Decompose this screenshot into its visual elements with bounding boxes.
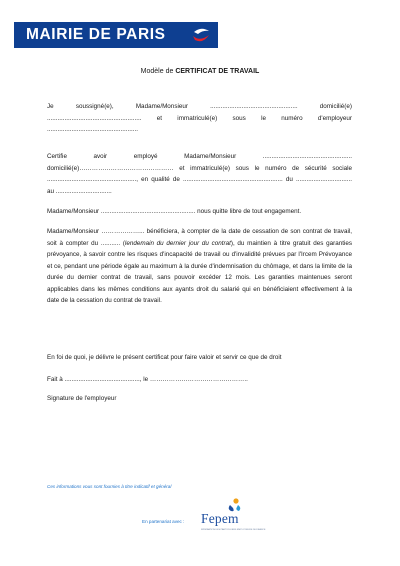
prevoyance-text-a: Madame/Monsieur ………………... bénéficiera, à compter de la date de cessation de son contrat de travail, soit à compter du ........... (	[47, 228, 352, 247]
prevoyance-italic: lendemain du dernier jour du contrat	[124, 239, 231, 247]
fepem-name: Fepem	[201, 511, 239, 526]
footer-disclaimer: Ces informations vous sont fournies à titre indicatif et général	[47, 484, 172, 489]
paragraph-attestation: En foi de quoi, je délivre le présent certificat pour faire valoir et servir ce que de droit	[47, 354, 282, 361]
title-emphasis: CERTIFICAT DE TRAVAIL	[175, 68, 260, 75]
mairie-de-paris-banner	[14, 22, 218, 48]
place-date-line: Fait à ..........................................., le ………………………………………..	[47, 376, 248, 383]
paragraph-employer: Je soussigné(e), Madame/Monsieur .................................................. domicilié(e) ...................................................... et immatriculé(e) sous le numéro d'employeur ....................................................	[47, 103, 352, 133]
paragraph-employee: Certifie avoir employé Madame/Monsieur ................................................... domicilié(e)……………………………………… et immatriculé(e) sous le numéro de sécurité sociale ..................................................., en qualité de ......................................................... du ................................ au ................................	[47, 153, 352, 195]
signature-label: Signature de l'employeur	[47, 395, 117, 402]
prevoyance-text-b: ), du maintien à titre gratuit des garanties prévoyance, à savoir contre les risques d'incapacité de travail ou d'invalidité prévues par l'Ircem Prévoyance et ce, pendant une période égale au maximum à la durée d'indemnisation du chômage, et dans la limite de la durée du dernier contrat de travail, sans pouvoir excéder 12 mois. Les garanties maintenues seront applicables dans les mêmes conditions aux ayants droit du salarié qui en bénéficiaient effectivement à la date de la cessation du contrat de travail.	[47, 239, 352, 304]
banner-title: MAIRIE DE PARIS	[26, 26, 166, 43]
paris-ship-logo-icon	[190, 24, 212, 46]
fepem-subtitle: FÉDÉRATION DES PARTICULIERS EMPLOYEURS DE FRANCE	[201, 529, 266, 531]
title-prefix: Modèle de	[140, 68, 176, 75]
paragraph-release: Madame/Monsieur ...................................................... nous quitte libre de tout engagement.	[47, 208, 302, 215]
partner-label: En partenariat avec :	[142, 519, 185, 524]
document-title	[0, 68, 400, 75]
paragraph-prevoyance	[47, 226, 352, 307]
